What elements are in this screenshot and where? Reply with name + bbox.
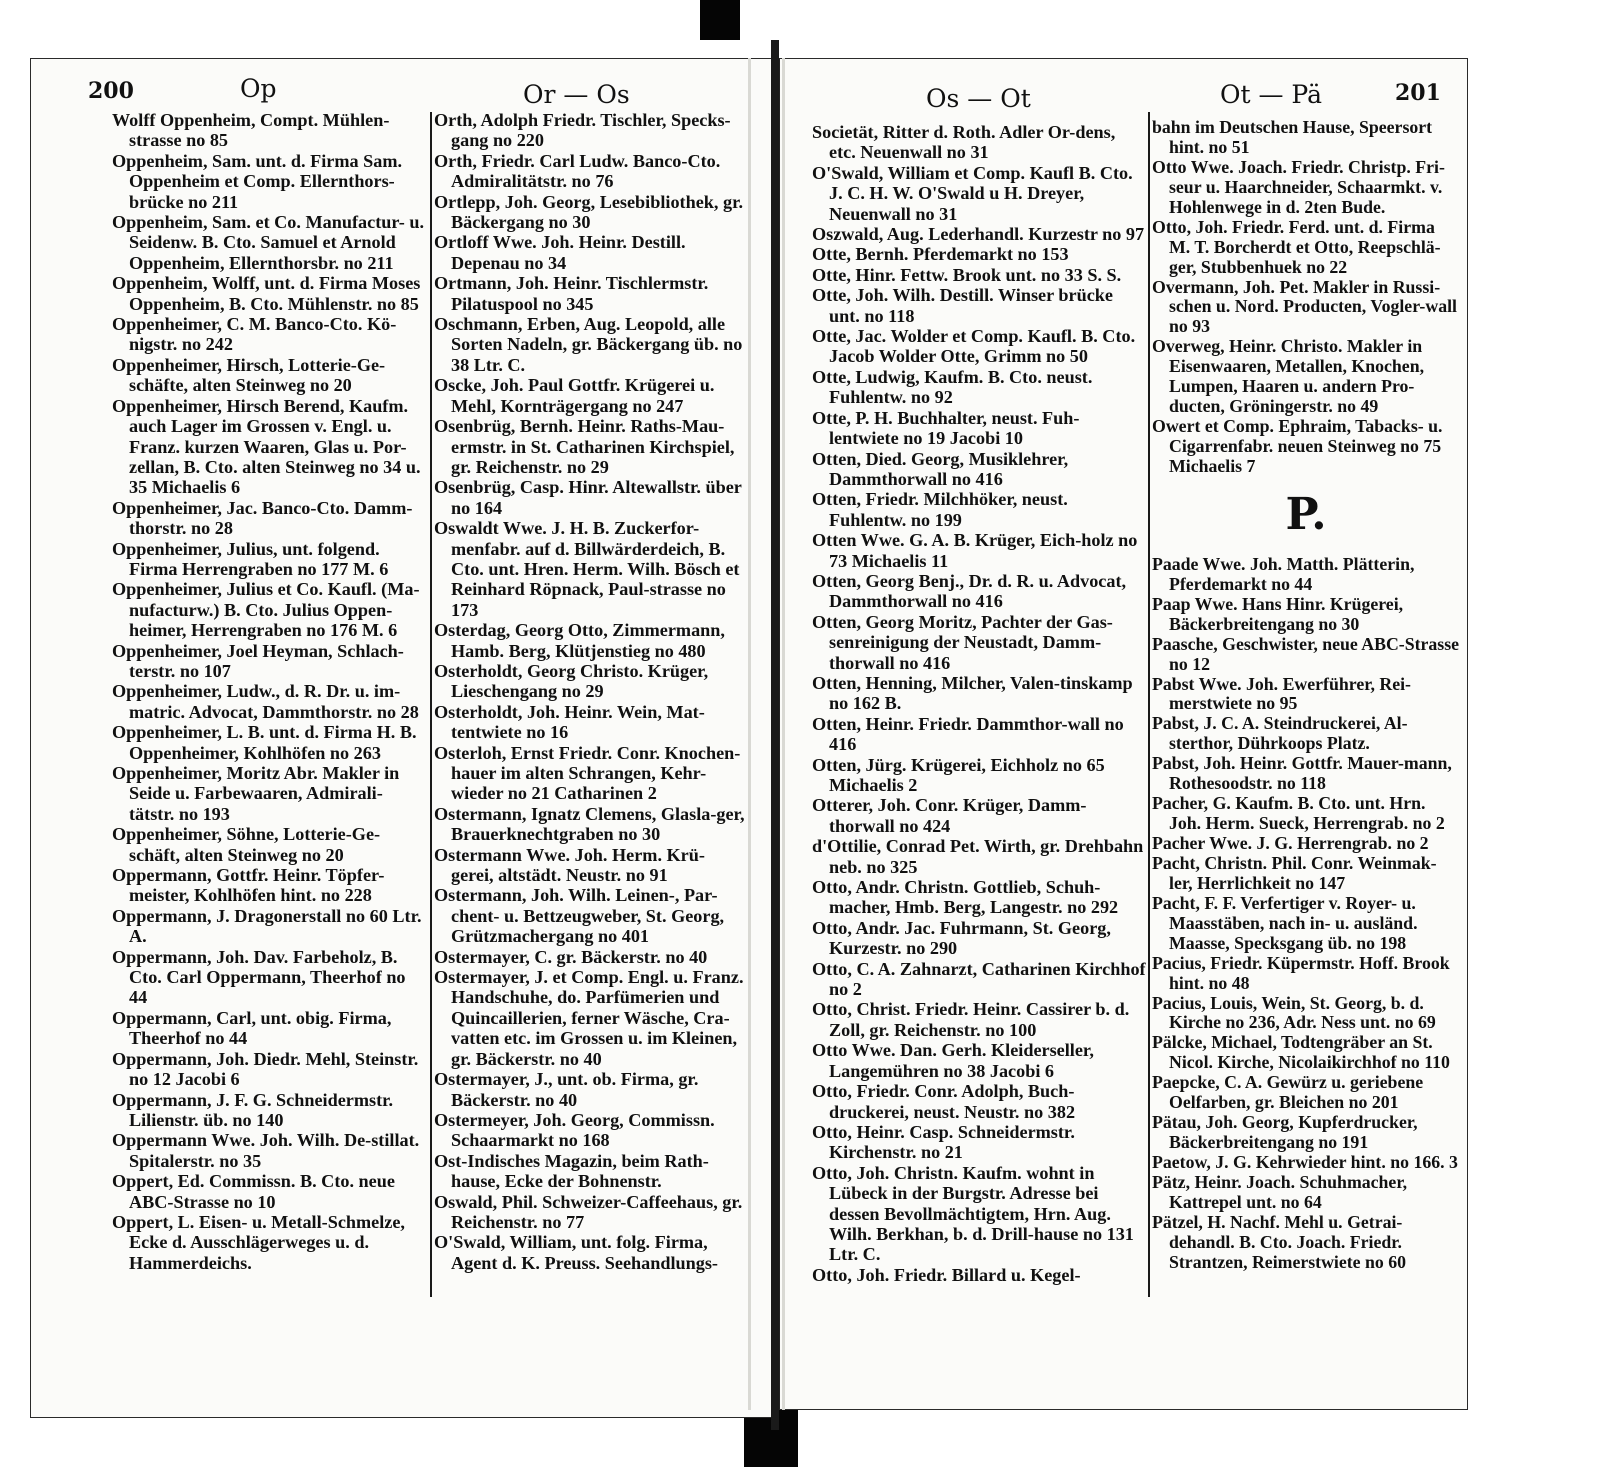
directory-entry: Ostermeyer, Joh. Georg, Commissn. Schaarmarkt no 168 [434, 1109, 715, 1151]
directory-entry: Otto, Joh. Friedr. Ferd. unt. d. Firma M. T. Borcherdt et Otto, Reepschlä-ger, Stubbenhuek no 22 [1152, 216, 1441, 277]
left-page-column-1 [112, 110, 428, 1273]
directory-entry: Otte, P. H. Buchhalter, neust. Fuh-lentwiete no 19 Jacobi 10 [812, 407, 1080, 449]
directory-entry: Oppenheim, Wolff, unt. d. Firma Moses Oppenheim, B. Cto. Mühlenstr. no 85 [112, 273, 421, 314]
directory-entry: Pabst Wwe. Joh. Ewerführer, Rei-merstwiete no 95 [1152, 673, 1411, 714]
directory-entry: Oppermann, J. F. G. Schneidermstr. Lilienstr. üb. no 140 [112, 1089, 394, 1130]
directory-entry: Oppenheimer, Julius, unt. folgend. Firma Herrengraben no 177 M. 6 [112, 538, 389, 579]
directory-entry: Otto, Joh. Friedr. Billard u. Kegel- [812, 1264, 1081, 1285]
directory-entry: Osterloh, Ernst Friedr. Conr. Knochen-hauer im alten Schrangen, Kehr-wieder no 21 Catharinen 2 [434, 742, 741, 804]
directory-entry: Pätz, Heinr. Joach. Schuhmacher, Kattrepel unt. no 64 [1152, 1171, 1408, 1212]
page-number-right: 201 [1395, 80, 1441, 106]
directory-entry: Oppenheimer, Ludw., d. R. Dr. u. im-matric. Advocat, Dammthorstr. no 28 [112, 681, 419, 722]
directory-entry: Oppermann, Gottfr. Heinr. Töpfer-meister, Kohlhöfen hint. no 228 [112, 865, 385, 906]
directory-entry: Oppermann, Joh. Dav. Farbeholz, B. Cto. Carl Oppermann, Theerhof no 44 [112, 946, 406, 1008]
directory-entry: Otte, Hinr. Fettw. Brook unt. no 33 S. S. [812, 264, 1122, 285]
directory-entry: Oppenheimer, Julius et Co. Kaufl. (Ma-nufacturw.) B. Cto. Julius Oppen-heimer, Herrengraben no 176 M. 6 [112, 579, 420, 641]
directory-entry: Otten, Henning, Milcher, Valen-tinskamp no 162 B. [812, 672, 1133, 714]
directory-entry: Oppenheimer, Hirsch Berend, Kaufm. auch Lager im Grossen v. Engl. u. Franz. kurzen Waaren, Glas u. Por-zellan, B. Cto. alten Steinweg no 34 u. 35 Michaelis 6 [112, 395, 421, 498]
directory-entry: Ostermayer, C. gr. Bäckerstr. no 40 [434, 946, 708, 967]
directory-entry: Oppenheimer, Joel Heyman, Schlach-terstr. no 107 [112, 640, 404, 681]
directory-entry: Otto, Friedr. Conr. Adolph, Buch-druckerei, neust. Neustr. no 382 [812, 1081, 1076, 1122]
directory-entry: Otto, Christ. Friedr. Heinr. Cassirer b. d. Zoll, gr. Reichenstr. no 100 [812, 999, 1130, 1040]
binder-clip-top [700, 0, 740, 40]
directory-entry: Otto, Joh. Christn. Kaufm. wohnt in Lübeck in der Burgstr. Adresse bei dessen Bevollmächtigtem, Hrn. Aug. Wilh. Berkhan, b. d. Drill-hause no 131 Ltr. C. [812, 1162, 1134, 1265]
directory-entry: Oppenheim, Sam. unt. d. Firma Sam. Oppenheim et Comp. Ellernthors-brücke no 211 [112, 150, 403, 212]
directory-entry: Orth, Friedr. Carl Ludw. Banco-Cto. Admiralitätstr. no 76 [434, 150, 721, 192]
directory-entry: bahn im Deutschen Hause, Speersort hint. no 51 [1152, 117, 1433, 157]
directory-entry: Osterholdt, Georg Christo. Krüger, Lieschengang no 29 [434, 660, 709, 702]
directory-entry: Oppermann, Joh. Diedr. Mehl, Steinstr. no 12 Jacobi 6 [112, 1048, 419, 1090]
directory-entry: Paap Wwe. Hans Hinr. Krügerei, Bäckerbreitengang no 30 [1152, 593, 1404, 634]
directory-entry: Paepcke, C. A. Gewürz u. geriebene Oelfarben, gr. Bleichen no 201 [1152, 1072, 1424, 1113]
directory-entry: Otte, Joh. Wilh. Destill. Winser brücke unt. no 118 [812, 285, 1113, 326]
directory-entry: Owert et Comp. Ephraim, Tabacks- u. Cigarrenfabr. neuen Steinweg no 75 Michaelis 7 [1152, 416, 1443, 476]
running-head-left-2: Or — Os [523, 80, 630, 109]
directory-entry: Osterdag, Georg Otto, Zimmermann, Hamb. Berg, Klütjenstieg no 480 [434, 620, 725, 661]
directory-entry: Ostermann Wwe. Joh. Herm. Krü-gerei, altstädt. Neustr. no 91 [434, 844, 705, 886]
directory-entry: Otto, Andr. Christn. Gottlieb, Schuh-macher, Hmb. Berg, Langestr. no 292 [812, 877, 1119, 918]
directory-entry: Otten, Jürg. Krügerei, Eichholz no 65 Michaelis 2 [812, 754, 1105, 795]
directory-entry: O'Swald, William et Comp. Kaufl B. Cto. J. C. H. W. O'Swald u H. Dreyer, Neuenwall no 31 [812, 162, 1133, 224]
directory-entry: Otte, Jac. Wolder et Comp. Kaufl. B. Cto. Jacob Wolder Otte, Grimm no 50 [812, 326, 1136, 367]
directory-entry: Ostermann, Ignatz Clemens, Glasla-ger, Brauerknechtgraben no 30 [434, 803, 745, 845]
directory-entry: Oswaldt Wwe. J. H. B. Zuckerfor-menfabr. auf d. Billwärderdeich, B. Cto. unt. Hren. Herm. Wilh. Bösch et Reinhard Röpnack, Paul-strasse no 173 [434, 518, 740, 620]
directory-entry: Osenbrüg, Bernh. Heinr. Raths-Mau-ermstr. in St. Catharinen Kirchspiel, gr. Reichenstr. no 29 [434, 416, 735, 477]
directory-entry: Paasche, Geschwister, neue ABC-Strasse no 12 [1152, 633, 1460, 674]
directory-entry: Paade Wwe. Joh. Matth. Plätterin, Pferdemarkt no 44 [1152, 553, 1415, 594]
page-number-left: 200 [88, 78, 134, 104]
directory-entry: Ostermayer, J. et Comp. Engl. u. Franz. Handschuhe, do. Parfümerien und Quincaillerien, ferner Wäsche, Cra-vatten etc. im Grossen u. im Kleinen, gr. Bäckerstr. no 40 [434, 967, 744, 1069]
directory-entry: Otten, Died. Georg, Musiklehrer, Dammthorwall no 416 [812, 448, 1069, 489]
directory-entry: Ost-Indisches Magazin, beim Rath-hause, Ecke der Bohnenstr. [434, 1150, 709, 1192]
directory-entry: Oppenheimer, Söhne, Lotterie-Ge-schäft, alten Steinweg no 20 [112, 824, 381, 865]
directory-entry: Otte, Ludwig, Kaufm. B. Cto. neust. Fuhlentw. no 92 [812, 366, 1093, 408]
directory-entry: Oppert, L. Eisen- u. Metall-Schmelze, Ecke d. Ausschlägerweges u. d. Hammerdeichs. [112, 1211, 405, 1273]
directory-entry: Oswald, Phil. Schweizer-Caffeehaus, gr. Reichenstr. no 77 [434, 1191, 743, 1232]
directory-entry: Pätau, Joh. Georg, Kupferdrucker, Bäckerbreitengang no 191 [1152, 1112, 1418, 1153]
directory-entry: Ortloff Wwe. Joh. Heinr. Destill. Depenau no 34 [434, 232, 686, 273]
right-page-column-2-o-entries [1152, 118, 1460, 477]
directory-entry: Pacht, Christn. Phil. Conr. Weinmak-ler, Herrlichkeit no 147 [1152, 852, 1437, 893]
directory-entry: Otterer, Joh. Conr. Krüger, Damm-thorwall no 424 [812, 795, 1087, 836]
directory-entry: Pacius, Louis, Wein, St. Georg, b. d. Kirche no 236, Adr. Ness unt. no 69 [1152, 992, 1436, 1033]
directory-entry: Oppert, Ed. Commissn. B. Cto. neue ABC-Strasse no 10 [112, 1171, 395, 1212]
directory-entry: Oppenheimer, L. B. unt. d. Firma H. B. Oppenheimer, Kohlhöfen no 263 [112, 722, 417, 763]
directory-entry: Otto, C. A. Zahnarzt, Catharinen Kirchhof no 2 [812, 958, 1146, 1000]
directory-entry: Otto Wwe. Joach. Friedr. Christp. Fri-seur u. Haarchneider, Schaarmkt. v. Hohlenwege in d. 2ten Bude. [1152, 156, 1445, 217]
directory-entry: Pacher, G. Kaufm. B. Cto. unt. Hrn. Joh. Herm. Sueck, Herrengrab. no 2 [1152, 793, 1445, 834]
directory-entry: Ostermann, Joh. Wilh. Leinen-, Par-chent- u. Bettzeugweber, St. Georg, Grützmachergang no 401 [434, 885, 725, 947]
directory-entry: Oppenheim, Sam. et Co. Manufactur- u. Seidenw. B. Cto. Samuel et Arnold Oppenheim, Ellernthorsbr. no 211 [112, 212, 425, 273]
directory-entry: Otto, Heinr. Casp. Schneidermstr. Kirchenstr. no 21 [812, 1121, 1075, 1163]
directory-entry: Pätzel, H. Nachf. Mehl u. Getrai-dehandl. B. Cto. Joach. Friedr. Strantzen, Reimerstwiete no 60 [1152, 1211, 1407, 1272]
directory-entry: Osterholdt, Joh. Heinr. Wein, Mat-tentwiete no 16 [434, 701, 705, 743]
right-page-column-1 [812, 122, 1146, 1285]
directory-entry: Overweg, Heinr. Christo. Makler in Eisenwaaren, Metallen, Knochen, Lumpen, Haaren u. andern Pro-ducten, Gröningerstr. no 49 [1152, 336, 1425, 417]
directory-entry: Oppermann Wwe. Joh. Wilh. De-stillat. Spitalerstr. no 35 [112, 1130, 420, 1171]
directory-entry: Oppenheimer, Hirsch, Lotterie-Ge-schäfte, alten Steinweg no 20 [112, 354, 386, 396]
book-spine [771, 40, 779, 1430]
left-page-inner-edge [748, 58, 751, 1410]
directory-entry: Overmann, Joh. Pet. Makler in Russi-schen u. Nord. Producten, Vogler-wall no 93 [1152, 276, 1457, 337]
running-head-left: Op [240, 74, 277, 103]
directory-entry: Pabst, Joh. Heinr. Gottfr. Mauer-mann, Rothesoodstr. no 118 [1152, 753, 1452, 794]
directory-entry: Osenbrüg, Casp. Hinr. Altewallstr. über no 164 [434, 477, 742, 518]
directory-entry: Oppenheimer, C. M. Banco-Cto. Kö-nigstr. no 242 [112, 314, 397, 355]
directory-entry: Otten, Friedr. Milchhöker, neust. Fuhlentw. no 199 [812, 489, 1068, 530]
directory-entry: Otten, Georg Benj., Dr. d. R. u. Advocat, Dammthorwall no 416 [812, 570, 1127, 612]
directory-entry: Otto Wwe. Dan. Gerh. Kleiderseller, Langemühren no 38 Jacobi 6 [812, 1040, 1094, 1081]
directory-entry: Otten, Georg Moritz, Pachter der Gas-senreinigung der Neustadt, Damm-thorwall no 416 [812, 611, 1113, 673]
right-page-column-2-p-entries [1152, 555, 1460, 1273]
directory-entry: Oppermann, Carl, unt. obig. Firma, Theerhof no 44 [112, 1007, 392, 1049]
directory-entry: Pacius, Friedr. Küpermstr. Hoff. Brook hint. no 48 [1152, 952, 1450, 993]
directory-entry: Ortmann, Joh. Heinr. Tischlermstr. Pilatuspool no 345 [434, 273, 709, 314]
left-page-column-2 [434, 110, 746, 1273]
directory-entry: d'Ottilie, Conrad Pet. Wirth, gr. Drehbahn neb. no 325 [812, 836, 1144, 877]
directory-entry: Oscke, Joh. Paul Gottfr. Krügerei u. Mehl, Kornträgergang no 247 [434, 375, 715, 416]
directory-entry: Otten Wwe. G. A. B. Krüger, Eich-holz no 73 Michaelis 11 [812, 530, 1138, 571]
right-page-column-2 [1152, 118, 1460, 1273]
column-divider-left-page [430, 112, 432, 1297]
running-head-right-2: Ot — Pä [1220, 80, 1323, 109]
directory-entry: Societät, Ritter d. Roth. Adler Or-dens, etc. Neuenwall no 31 [812, 122, 1116, 163]
directory-entry: O'Swald, William, unt. folg. Firma, Agent d. K. Preuss. Seehandlungs- [434, 1232, 718, 1273]
directory-entry: Pälcke, Michael, Todtengräber an St. Nicol. Kirche, Nicolaikirchhof no 110 [1152, 1032, 1450, 1073]
directory-entry: Ortlepp, Joh. Georg, Lesebibliothek, gr. Bäckergang no 30 [434, 191, 744, 233]
directory-entry: Oppermann, J. Dragonerstall no 60 Ltr. A. [112, 905, 422, 947]
directory-entry: Paetow, J. G. Kehrwieder hint. no 166. 3 [1152, 1152, 1458, 1172]
directory-entry: Pacht, F. F. Verfertiger v. Royer- u. Maasstäben, nach in- u. ausländ. Maasse, Specksgang üb. no 198 [1152, 892, 1418, 953]
running-head-right: Os — Ot [926, 84, 1031, 113]
directory-entry: Pacher Wwe. J. G. Herrengrab. no 2 [1152, 833, 1429, 853]
directory-entry: Orth, Adolph Friedr. Tischler, Specks-gang no 220 [434, 110, 731, 151]
directory-entry: Otto, Andr. Jac. Fuhrmann, St. Georg, Kurzestr. no 290 [812, 917, 1111, 959]
directory-entry: Otte, Bernh. Pferdemarkt no 153 [812, 244, 1069, 265]
right-page-inner-edge [782, 58, 785, 1410]
directory-entry: Ostermayer, J., unt. ob. Firma, gr. Bäckerstr. no 40 [434, 1069, 699, 1110]
directory-entry: Oppenheimer, Jac. Banco-Cto. Damm-thorstr. no 28 [112, 497, 413, 539]
directory-entry: Pabst, J. C. A. Steindruckerei, Al-sterthor, Dührkoops Platz. [1152, 713, 1408, 754]
section-letter-heading: P. [1285, 488, 1327, 540]
directory-entry: Wolff Oppenheim, Compt. Mühlen-strasse no 85 [112, 110, 390, 151]
directory-entry: Otten, Heinr. Friedr. Dammthor-wall no 416 [812, 713, 1124, 755]
directory-entry: Oppenheimer, Moritz Abr. Makler in Seide u. Farbewaaren, Admirali-tätstr. no 193 [112, 763, 400, 824]
directory-entry: Oschmann, Erben, Aug. Leopold, alle Sorten Nadeln, gr. Bäckergang üb. no 38 Ltr. C. [434, 314, 743, 375]
directory-entry: Oszwald, Aug. Lederhandl. Kurzestr no 97 [812, 224, 1145, 245]
column-divider-right-page [1148, 112, 1150, 1297]
